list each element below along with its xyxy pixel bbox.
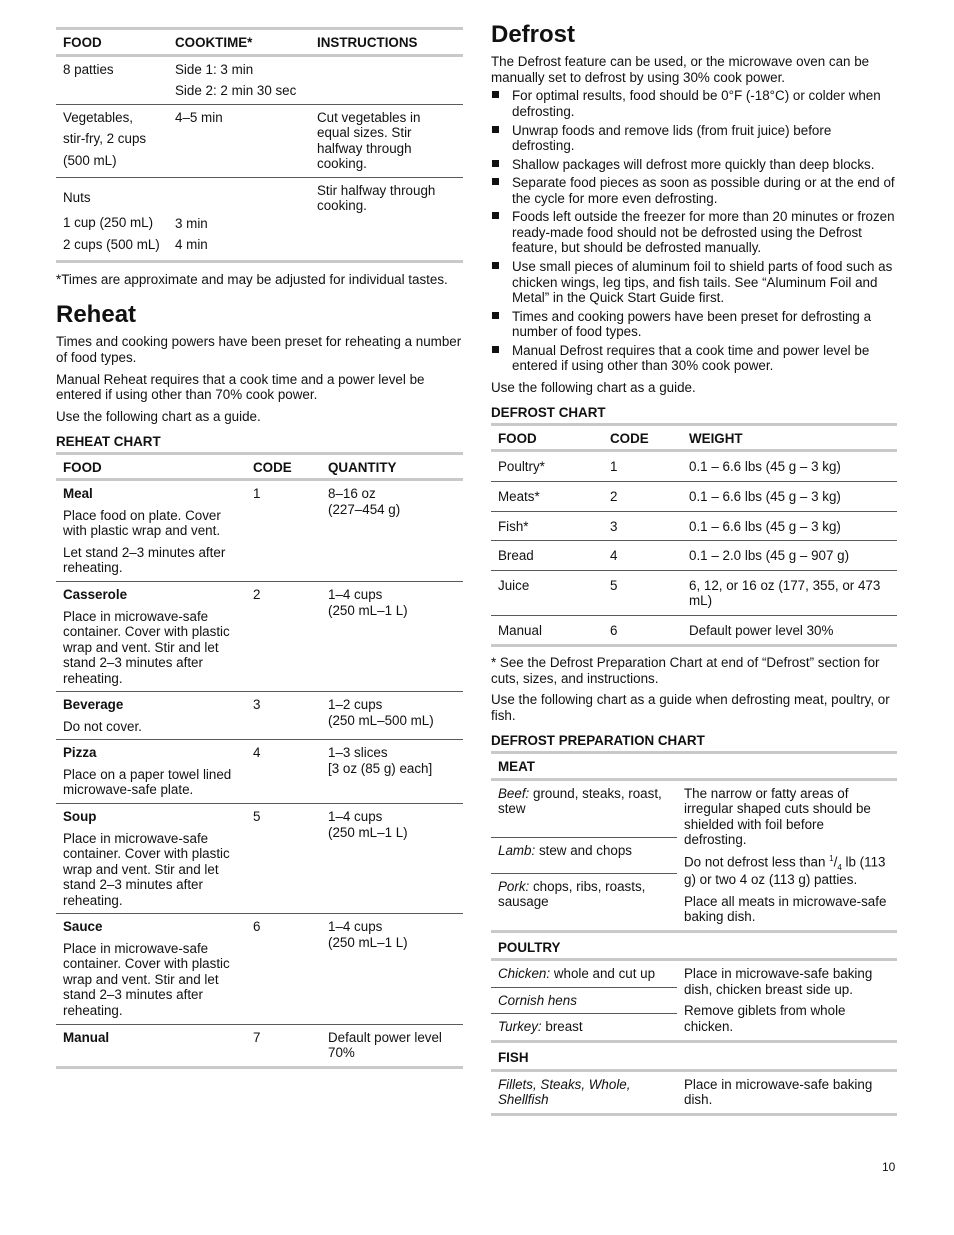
table-row xyxy=(491,781,897,838)
table-row xyxy=(491,615,897,646)
col-header-cooktime: COOKTIME* xyxy=(168,30,310,55)
defrost-weight: 0.1 – 6.6 lbs (45 g – 3 kg) xyxy=(682,481,897,511)
defrost-weight: 0.1 – 6.6 lbs (45 g – 3 kg) xyxy=(682,511,897,541)
reheat-paragraph: Use the following chart as a guide. xyxy=(56,408,261,424)
defrost-weight: 6, 12, or 16 oz (177, 355, or 473 mL) xyxy=(682,570,897,615)
defrost-prep-chart-title: DEFROST PREPARATION CHART xyxy=(491,733,705,749)
table-row xyxy=(491,451,897,482)
meat-section-header: MEAT xyxy=(491,754,897,781)
col-header-food: FOOD xyxy=(491,426,603,451)
quantity-line: (250 mL–500 mL) xyxy=(328,712,434,728)
instructions-cell: Cut vegetables in equal sizes. Stir halfway through cooking. xyxy=(317,109,421,172)
poultry-item: Turkey: breast xyxy=(498,1019,583,1035)
cooktime-cell: Side 1: 3 min xyxy=(175,61,254,77)
quantity-line: (250 mL–1 L) xyxy=(328,934,408,950)
section-rule xyxy=(491,1113,897,1116)
square-bullet-icon xyxy=(492,262,499,269)
table-row xyxy=(491,541,897,571)
table-row xyxy=(56,177,463,262)
quantity-line: 8–16 oz xyxy=(328,486,376,502)
quantity-line: Default power level 70% xyxy=(328,1029,442,1061)
reheat-chart-table xyxy=(56,455,463,1069)
defrost-bullet: Separate food pieces as soon as possible during or at the end of the cycle for more even defrosting. xyxy=(491,175,897,206)
poultry-item: Cornish hens xyxy=(491,987,677,1014)
defrost-weight: Default power level 30% xyxy=(682,615,897,646)
poultry-item: Chicken: whole and cut up xyxy=(491,961,677,987)
cook-table-footnote: *Times are approximate and may be adjusted for individual tastes. xyxy=(56,272,448,288)
poultry-prep-table xyxy=(491,961,897,1040)
food-cell: 2 cups (500 mL) xyxy=(63,236,160,252)
fish-prep-table xyxy=(491,1072,897,1113)
table-row xyxy=(491,961,897,987)
reheat-code: 3 xyxy=(253,697,261,713)
cooktime-cell: 4 min xyxy=(175,237,208,253)
food-cell: 8 patties xyxy=(63,61,114,77)
reheat-note: Place in microwave-safe container. Cover with plastic wrap and vent. Stir and let stand 2–3 minutes after reheating. xyxy=(63,608,230,686)
table-row xyxy=(491,1072,897,1113)
section-rule xyxy=(491,1040,897,1043)
cooktime-cell: Side 2: 2 min 30 sec xyxy=(175,83,297,99)
defrost-code: 6 xyxy=(603,615,682,646)
poultry-instructions: Place in microwave-safe baking dish, chicken breast side up. Remove giblets from whole chicken. xyxy=(684,966,873,1034)
meat-instructions: The narrow or fatty areas of irregular shaped cuts should be shielded with foil before defrosting. Do not defrost less than $^1/_4$ lb (113 g) or two 4 oz (113 g) patties. Place all meats in microwave-safe baking dish. xyxy=(684,785,887,925)
fish-section-header: FISH xyxy=(491,1045,897,1072)
defrost-guide-2: Use the following chart as a guide when defrosting meat, poultry, or fish. xyxy=(491,692,890,723)
reheat-code: 6 xyxy=(253,919,261,935)
reheat-note: Place on a paper towel lined microwave-safe plate. xyxy=(63,766,232,798)
defrost-footnote: * See the Defrost Preparation Chart at end of “Defrost” section for cuts, sizes, and instructions. xyxy=(491,655,880,686)
reheat-note: Let stand 2–3 minutes after reheating. xyxy=(63,544,226,576)
quantity-line: 1–2 cups xyxy=(328,697,383,713)
cooktime-cell: 4–5 min xyxy=(175,109,223,125)
fish-instructions: Place in microwave-safe baking dish. xyxy=(684,1076,873,1108)
quantity-line: 1–4 cups xyxy=(328,586,383,602)
defrost-food: Fish* xyxy=(491,511,603,541)
quantity-line: 1–3 slices xyxy=(328,745,388,761)
right-column xyxy=(491,22,897,1116)
col-header-weight: WEIGHT xyxy=(682,426,897,451)
reheat-food-name: Soup xyxy=(63,808,97,824)
reheat-heading: Reheat xyxy=(56,301,137,329)
page-number: 10 xyxy=(882,1160,896,1174)
reheat-note: Place in microwave-safe container. Cover with plastic wrap and vent. Stir and let stand 2–3 minutes after reheating. xyxy=(63,830,230,908)
defrost-intro: The Defrost feature can be used, or the microwave oven can be manually set to defrost by using 30% cook power. xyxy=(491,54,870,85)
quantity-line: (250 mL–1 L) xyxy=(328,602,408,618)
col-header-quantity: QUANTITY xyxy=(321,455,463,480)
defrost-food: Juice xyxy=(491,570,603,615)
reheat-note: Do not cover. xyxy=(63,718,142,734)
defrost-guide: Use the following chart as a guide. xyxy=(491,379,696,395)
meat-item: Beef: ground, steaks, roast, stew xyxy=(491,781,677,838)
square-bullet-icon xyxy=(492,160,499,167)
col-header-instructions: INSTRUCTIONS xyxy=(310,30,463,55)
square-bullet-icon xyxy=(492,178,499,185)
reheat-food-name: Meal xyxy=(63,486,93,502)
quantity-line: (227–454 g) xyxy=(328,501,401,517)
table-row xyxy=(56,480,463,582)
left-column xyxy=(56,27,463,1069)
defrost-weight: 0.1 – 2.0 lbs (45 g – 907 g) xyxy=(682,541,897,571)
defrost-code: 1 xyxy=(603,451,682,482)
food-cell: 1 cup (250 mL) xyxy=(63,215,154,231)
meat-item: Pork: chops, ribs, roasts, sausage xyxy=(498,878,646,910)
table-row xyxy=(56,1024,463,1067)
defrost-code: 4 xyxy=(603,541,682,571)
reheat-food-name: Manual xyxy=(63,1029,110,1045)
quantity-line: 1–4 cups xyxy=(328,919,383,935)
defrost-bullet: For optimal results, food should be 0°F (-18°C) or colder when defrosting. xyxy=(491,88,897,119)
col-header-food: FOOD xyxy=(56,30,168,55)
section-rule xyxy=(491,930,897,933)
table-row xyxy=(56,914,463,1024)
table-row xyxy=(56,692,463,740)
quantity-line: 1–4 cups xyxy=(328,808,383,824)
table-row xyxy=(491,481,897,511)
col-header-food: FOOD xyxy=(56,455,246,480)
reheat-paragraph: Times and cooking powers have been preset for reheating a number of food types. xyxy=(56,334,462,365)
meat-prep-table xyxy=(491,781,897,930)
col-header-code: CODE xyxy=(246,455,321,480)
reheat-chart-title: REHEAT CHART xyxy=(56,434,161,450)
defrost-chart-title: DEFROST CHART xyxy=(491,405,606,421)
reheat-note: Place in microwave-safe container. Cover with plastic wrap and vent. Stir and let stand 2–3 minutes after reheating. xyxy=(63,940,230,1018)
reheat-paragraph: Manual Reheat requires that a cook time and a power level be entered if using other than 70% cook power. xyxy=(56,371,425,403)
defrost-code: 3 xyxy=(603,511,682,541)
table-row xyxy=(56,803,463,913)
square-bullet-icon xyxy=(492,91,499,98)
defrost-bullet: Foods left outside the freezer for more than 20 minutes or frozen ready-made food should not be defrosted using the Defrost feature, but should be defrosted manually. xyxy=(491,209,897,256)
food-cell: stir-fry, 2 cups xyxy=(63,131,147,147)
table-row xyxy=(491,570,897,615)
defrost-weight: 0.1 – 6.6 lbs (45 g – 3 kg) xyxy=(682,451,897,482)
table-row xyxy=(56,740,463,804)
reheat-food-name: Sauce xyxy=(63,919,103,935)
defrost-food: Manual xyxy=(491,615,603,646)
table-row xyxy=(56,55,463,104)
reheat-food-name: Pizza xyxy=(63,745,97,761)
reheat-food-name: Beverage xyxy=(63,697,124,713)
table-row xyxy=(56,104,463,177)
instructions-cell: Stir halfway through cooking. xyxy=(317,182,436,214)
cooktime-cell: 3 min xyxy=(175,215,208,231)
reheat-code: 5 xyxy=(253,808,261,824)
col-header-code: CODE xyxy=(603,426,682,451)
food-cell: Nuts xyxy=(63,189,91,205)
defrost-code: 5 xyxy=(603,570,682,615)
meat-item: Lamb: stew and chops xyxy=(491,837,677,873)
quantity-line: [3 oz (85 g) each] xyxy=(328,760,433,776)
defrost-heading: Defrost xyxy=(491,21,576,48)
defrost-bullet: Shallow packages will defrost more quickly than deep blocks. xyxy=(491,157,897,173)
food-cell: (500 mL) xyxy=(63,152,117,168)
poultry-section-header: POULTRY xyxy=(491,935,897,962)
food-cell: Vegetables, xyxy=(63,109,133,125)
quantity-line: (250 mL–1 L) xyxy=(328,824,408,840)
defrost-code: 2 xyxy=(603,481,682,511)
fish-item: Fillets, Steaks, Whole, Shellfish xyxy=(498,1076,631,1108)
square-bullet-icon xyxy=(492,312,499,319)
square-bullet-icon xyxy=(492,212,499,219)
square-bullet-icon xyxy=(492,346,499,353)
reheat-code: 2 xyxy=(253,586,261,602)
reheat-code: 7 xyxy=(253,1029,261,1045)
table-row xyxy=(491,511,897,541)
defrost-bullet: Use small pieces of aluminum foil to shield parts of food such as chicken wings, leg tips, and fish tails. See “Aluminum Foil and Metal” in the Quick Start Guide first. xyxy=(491,259,897,306)
defrost-food: Meats* xyxy=(491,481,603,511)
defrost-food: Bread xyxy=(491,541,603,571)
defrost-bullet: Times and cooking powers have been preset for defrosting a number of food types. xyxy=(491,309,897,340)
table-row xyxy=(56,581,463,691)
defrost-bullet-list xyxy=(491,88,897,373)
reheat-code: 1 xyxy=(253,486,261,502)
defrost-food: Poultry* xyxy=(491,451,603,482)
defrost-chart-table xyxy=(491,426,897,647)
cook-time-table xyxy=(56,30,463,263)
defrost-bullet: Manual Defrost requires that a cook time and power level be entered if using other than 30% cook power. xyxy=(491,343,897,374)
square-bullet-icon xyxy=(492,126,499,133)
defrost-bullet: Unwrap foods and remove lids (from fruit juice) before defrosting. xyxy=(491,123,897,154)
reheat-code: 4 xyxy=(253,745,261,761)
reheat-note: Place food on plate. Cover with plastic wrap and vent. xyxy=(63,507,221,539)
reheat-food-name: Casserole xyxy=(63,586,128,602)
